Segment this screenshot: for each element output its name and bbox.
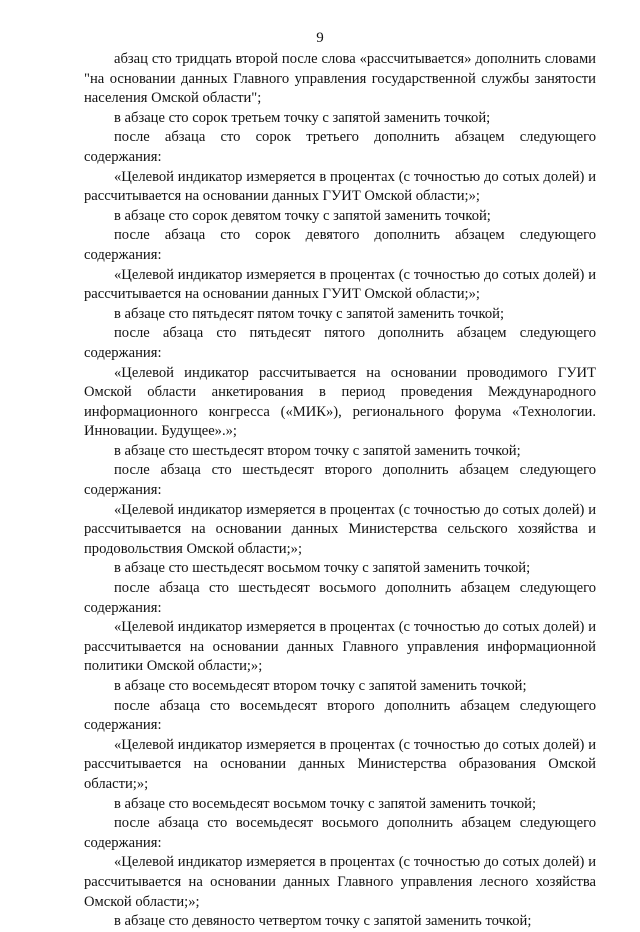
paragraph: «Целевой индикатор измеряется в процентах (с точностью до сотых долей) и рассчитывается на основании данных ГУИТ Омской области;»; xyxy=(84,168,596,205)
paragraph: «Целевой индикатор измеряется в процентах (с точностью до сотых долей) и рассчитывается на основании данных Министерства образования Омской области;»; xyxy=(84,736,596,792)
page-number: 9 xyxy=(316,30,324,46)
paragraph: после абзаца сто шестьдесят восьмого дополнить абзацем следующего содержания: xyxy=(84,580,596,616)
paragraph: после абзаца сто восемьдесят восьмого дополнить абзацем следующего содержания: xyxy=(84,815,596,851)
paragraph: «Целевой индикатор измеряется в процентах (с точностью до сотых долей) и рассчитывается на основании данных Министерства сельского хозяйства и продовольствия Омской области;»; xyxy=(84,501,596,557)
paragraph: в абзаце сто восемьдесят втором точку с запятой заменить точкой; xyxy=(114,678,527,694)
paragraph: абзац сто тридцать второй после слова «рассчитывается» дополнить словами "на основании данных Главного управления государственной службы занятости населения Омской области"; xyxy=(84,51,596,107)
paragraph: «Целевой индикатор измеряется в процентах (с точностью до сотых долей) и рассчитывается на основании данных Главного управления лесного хозяйства Омской области;»; xyxy=(84,854,596,910)
paragraph: после абзаца сто пятьдесят пятого дополнить абзацем следующего содержания: xyxy=(84,325,596,361)
paragraph: в абзаце сто пятьдесят пятом точку с запятой заменить точкой; xyxy=(114,305,504,322)
paragraph: в абзаце сто восемьдесят восьмом точку с запятой заменить точкой; xyxy=(114,795,537,812)
paragraph: «Целевой индикатор измеряется в процентах (с точностью до сотых долей) и рассчитывается на основании данных Главного управления информационной политики Омской области;»; xyxy=(84,619,596,675)
paragraph: «Целевой индикатор рассчитывается на основании проводимого ГУИТ Омской области анкетирования в период проведения Международного информационного конгресса («МИК»), регионального форума «Технологии. Инновации. Будущее».»; xyxy=(84,364,596,440)
paragraph: в абзаце сто сорок девятом точку с запятой заменить точкой; xyxy=(114,207,491,224)
paragraph: в абзаце сто шестьдесят втором точку с запятой заменить точкой; xyxy=(114,442,521,459)
paragraph: после абзаца сто сорок третьего дополнить абзацем следующего содержания: xyxy=(84,129,596,165)
paragraph: в абзаце сто девяносто четвертом точку с запятой заменить точкой; xyxy=(114,913,532,930)
paragraph: в абзаце сто сорок третьем точку с запятой заменить точкой; xyxy=(114,109,491,126)
paragraph: после абзаца сто восемьдесят второго дополнить абзацем следующего содержания: xyxy=(84,697,596,734)
paragraph: в абзаце сто шестьдесят восьмом точку с запятой заменить точкой; xyxy=(114,560,531,577)
paragraph: после абзаца сто сорок девятого дополнить абзацем следующего содержания: xyxy=(84,227,596,263)
document-body xyxy=(84,50,596,932)
paragraph: «Целевой индикатор измеряется в процентах (с точностью до сотых долей) и рассчитывается на основании данных ГУИТ Омской области;»; xyxy=(84,266,596,303)
paragraph: после абзаца сто шестьдесят второго дополнить абзацем следующего содержания: xyxy=(84,462,596,499)
